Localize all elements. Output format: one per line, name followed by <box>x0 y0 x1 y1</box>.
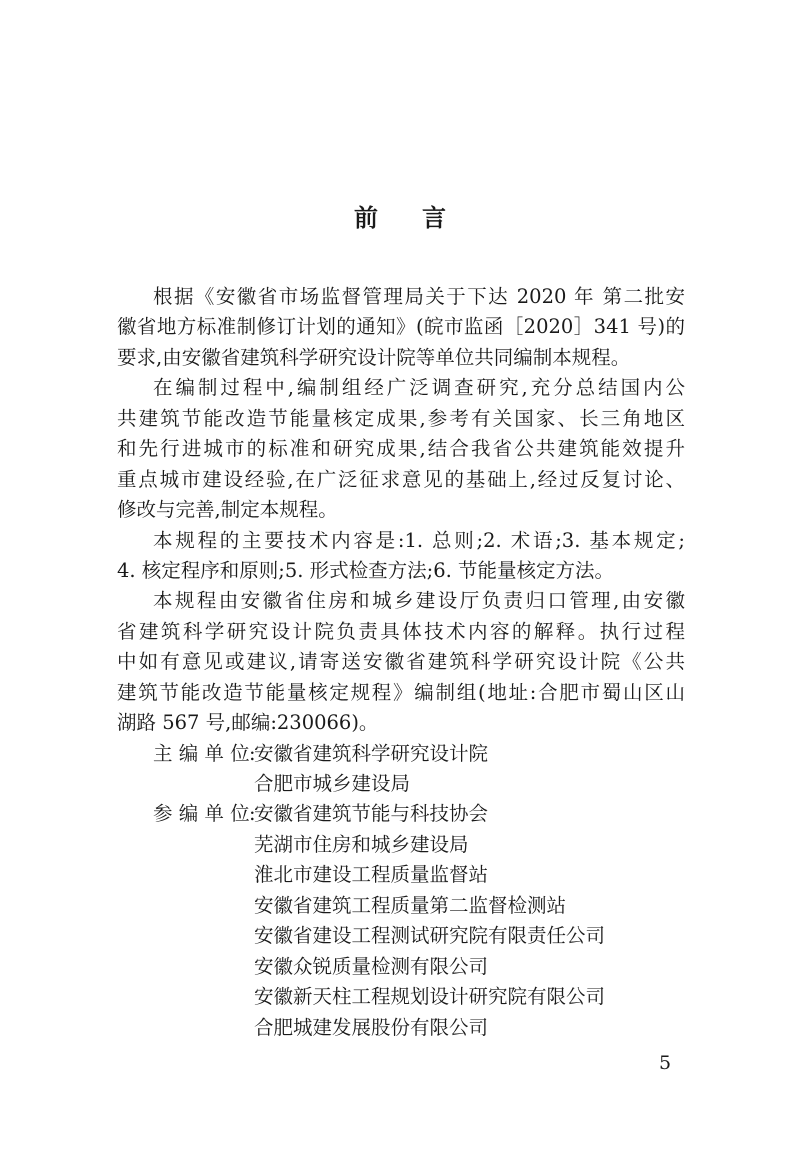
paragraph-line: 修改与完善,制定本规程。 <box>117 498 338 522</box>
unit-name: 淮北市建设工程质量监督站 <box>254 863 489 887</box>
paragraph-line: 重点城市建设经验,在广泛征求意见的基础上,经过反复讨论、 <box>117 467 685 491</box>
chief-units-row <box>117 739 685 769</box>
paragraph-line: 在编制过程中,编制组经广泛调查研究,充分总结国内公 <box>153 376 685 400</box>
unit-label: 参 编 单 位: <box>117 799 254 829</box>
unit-name: 合肥城建发展股份有限公司 <box>254 1015 489 1039</box>
paragraph-line: 4. 核定程序和原则;5. 形式检查方法;6. 节能量核定方法。 <box>117 558 615 582</box>
unit-label: 主 编 单 位: <box>117 739 254 769</box>
title-char: 前 <box>354 204 378 232</box>
unit-label <box>117 860 254 890</box>
unit-label <box>117 952 254 982</box>
participating-units-row <box>117 860 685 890</box>
unit-label-text: 主 编 单 位 <box>153 741 250 765</box>
chief-units-row <box>117 769 685 799</box>
unit-label <box>117 921 254 951</box>
unit-name: 合肥市城乡建设局 <box>254 772 411 795</box>
participating-units-row <box>117 891 685 921</box>
unit-label <box>117 982 254 1012</box>
participating-units-row <box>117 830 685 860</box>
paragraph-line: 本规程的主要技术内容是:1. 总则;2. 术语;3. 基本规定; <box>153 528 685 552</box>
unit-name: 芜湖市住房和城乡建设局 <box>254 832 469 856</box>
page-title <box>0 198 800 233</box>
participating-units-row <box>117 799 685 829</box>
unit-label <box>117 830 254 860</box>
paragraph-line: 共建筑节能改造节能量核定成果,参考有关国家、长三角地区 <box>117 406 685 430</box>
paragraph-line: 湖路 567 号,邮编:230066)。 <box>117 711 379 735</box>
participating-units-row <box>117 952 685 982</box>
paragraph-line: 中如有意见或建议,请寄送安徽省建筑科学研究设计院《公共 <box>117 650 685 674</box>
paragraph-line: 省建筑科学研究设计院负责具体技术内容的解释。执行过程 <box>117 619 685 643</box>
unit-name: 安徽众锐质量检测有限公司 <box>254 954 489 978</box>
unit-label <box>117 769 254 799</box>
unit-name: 安徽省建筑科学研究设计院 <box>254 741 489 765</box>
participating-units-row <box>117 921 685 951</box>
unit-name: 安徽省建筑节能与科技协会 <box>254 802 489 826</box>
paragraph-line: 根据《安徽省市场监督管理局关于下达 2020 年 第二批安 <box>153 285 685 308</box>
unit-name: 安徽省建设工程测试研究院有限责任公司 <box>254 924 606 948</box>
page-number: 5 <box>659 1052 672 1074</box>
unit-label <box>117 1013 254 1043</box>
participating-units-row <box>117 982 685 1012</box>
paragraph-line: 本规程由安徽省住房和城乡建设厅负责归口管理,由安徽 <box>153 589 685 613</box>
unit-name: 安徽新天柱工程规划设计研究院有限公司 <box>254 985 606 1009</box>
paragraph-line: 徽省地方标准制修订计划的通知》(皖市监函［2020］341 号)的 <box>117 315 685 339</box>
preface-body <box>117 282 685 1043</box>
unit-label <box>117 891 254 921</box>
paragraph-line: 建筑节能改造节能量核定规程》编制组(地址:合肥市蜀山区山 <box>117 680 685 704</box>
title-char: 言 <box>422 204 446 232</box>
unit-name: 安徽省建筑工程质量第二监督检测站 <box>254 893 567 917</box>
unit-label-text: 参 编 单 位 <box>153 802 250 826</box>
paragraph-line: 和先行进城市的标准和研究成果,结合我省公共建筑能效提升 <box>117 437 685 461</box>
paragraph-line: 要求,由安徽省建筑科学研究设计院等单位共同编制本规程。 <box>117 345 631 369</box>
participating-units-row <box>117 1013 685 1043</box>
